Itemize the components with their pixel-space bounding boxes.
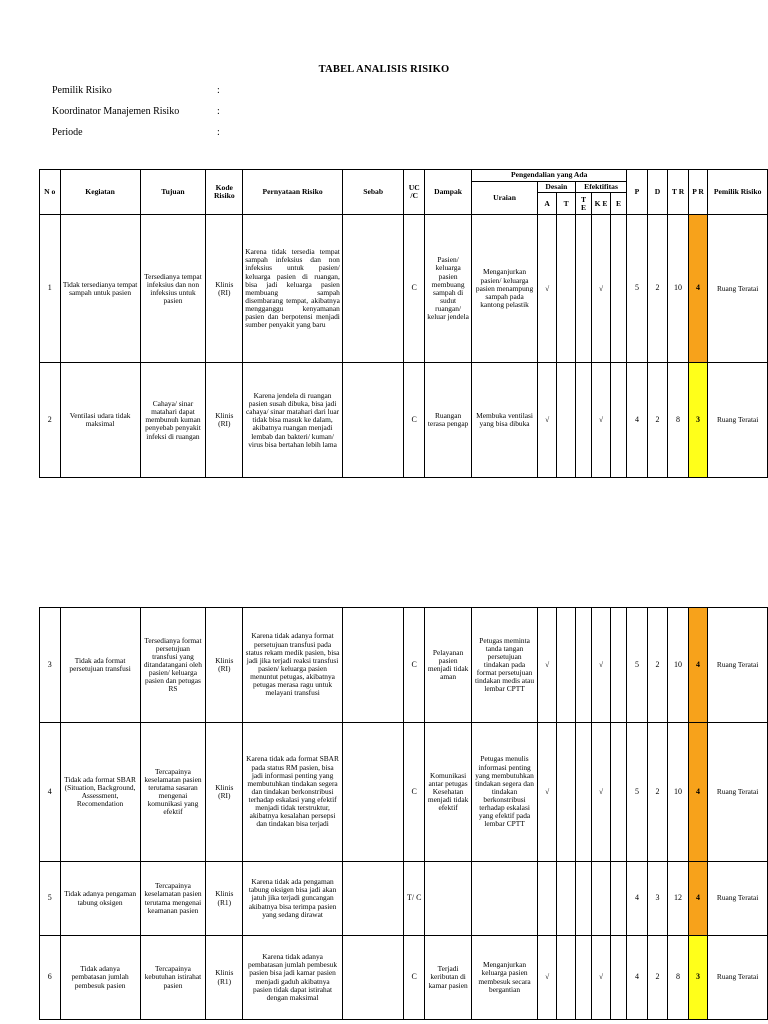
cell-dampak: Ruangan terasa pengap: [424, 363, 471, 478]
cell-t: [557, 862, 575, 936]
cell-a: √: [537, 723, 557, 862]
header-tr: T R: [668, 170, 689, 215]
cell-pr-badge: 4: [688, 215, 708, 363]
cell-tr: 12: [668, 862, 689, 936]
meta-label: Koordinator Manajemen Risiko: [52, 106, 180, 117]
cell-pernyataan: Karena tidak ada pengaman tabung oksigen bisa jadi akan jatuh jika terjadi guncangan akibatnya bisa terimpa pasien yang sedang dirawat: [243, 862, 343, 936]
cell-tr: 10: [668, 723, 689, 862]
header-t: T: [557, 193, 575, 215]
cell-no: 3: [40, 608, 61, 723]
cell-e: [610, 363, 626, 478]
cell-ke: [592, 862, 610, 936]
cell-p: 4: [627, 862, 648, 936]
cell-e: [610, 608, 626, 723]
cell-no: 5: [40, 862, 61, 936]
cell-uc: C: [404, 363, 425, 478]
cell-tr: 10: [668, 215, 689, 363]
cell-pemilik: Ruang Teratai: [708, 363, 768, 478]
cell-no: 6: [40, 936, 61, 1020]
risk-table-page-1: [39, 169, 768, 478]
document-title: TABEL ANALISIS RISIKO: [318, 64, 450, 75]
cell-a: √: [537, 363, 557, 478]
cell-e: [610, 723, 626, 862]
meta-row-period: [52, 127, 227, 148]
cell-sebab: [342, 363, 404, 478]
cell-ke: √: [592, 723, 610, 862]
header-pr: P R: [688, 170, 708, 215]
cell-pemilik: Ruang Teratai: [708, 723, 768, 862]
header-pernyataan: Pernyataan Risiko: [243, 170, 343, 215]
cell-pr-badge: 3: [688, 363, 708, 478]
cell-e: [610, 862, 626, 936]
cell-tujuan: Cahaya/ sinar matahari dapat membunuh kuman penyebab penyakit infeksi di ruangan: [140, 363, 206, 478]
cell-d: 2: [647, 723, 668, 862]
cell-sebab: [342, 608, 404, 723]
cell-kegiatan: Tidak ada format SBAR (Situation, Background, Assessment, Recomendation: [60, 723, 140, 862]
cell-uc: C: [404, 215, 425, 363]
cell-tujuan: Tercapainya kebutuhan istirahat pasien: [140, 936, 206, 1020]
cell-d: 2: [647, 215, 668, 363]
cell-ke: √: [592, 215, 610, 363]
cell-uraian: Menganjurkan keluarga pasien membesuk secara bergantian: [472, 936, 538, 1020]
header-dampak: Dampak: [424, 170, 471, 215]
table-row: [40, 862, 768, 936]
cell-dampak: Pelayanan pasien menjadi tidak aman: [424, 608, 471, 723]
cell-dampak: Terjadi keributan di kamar pasien: [424, 936, 471, 1020]
meta-label: Periode: [52, 127, 83, 138]
cell-ke: √: [592, 936, 610, 1020]
header-kegiatan: Kegiatan: [60, 170, 140, 215]
header-e: E: [610, 193, 626, 215]
meta-label: Pemilik Risiko: [52, 85, 112, 96]
cell-tr: 8: [668, 363, 689, 478]
cell-kode: Klinis (R1): [206, 936, 243, 1020]
cell-d: 2: [647, 363, 668, 478]
cell-p: 4: [627, 936, 648, 1020]
cell-p: 4: [627, 363, 648, 478]
risk-table-page-2: [39, 607, 768, 1020]
cell-sebab: [342, 936, 404, 1020]
cell-t: [557, 363, 575, 478]
table-row: [40, 723, 768, 862]
cell-no: 4: [40, 723, 61, 862]
cell-t: [557, 215, 575, 363]
cell-ke: √: [592, 363, 610, 478]
cell-te: [575, 215, 591, 363]
cell-p: 5: [627, 723, 648, 862]
cell-a: √: [537, 215, 557, 363]
header-uraian: Uraian: [472, 182, 538, 215]
table-row: [40, 215, 768, 363]
table-row: [40, 608, 768, 723]
header-kode: Kode Risiko: [206, 170, 243, 215]
cell-sebab: [342, 723, 404, 862]
cell-t: [557, 936, 575, 1020]
cell-pemilik: Ruang Teratai: [708, 215, 768, 363]
cell-dampak: [424, 862, 471, 936]
cell-no: 1: [40, 215, 61, 363]
cell-pr-badge: 4: [688, 723, 708, 862]
cell-te: [575, 723, 591, 862]
cell-pemilik: Ruang Teratai: [708, 608, 768, 723]
header-te: T E: [575, 193, 591, 215]
cell-t: [557, 608, 575, 723]
cell-a: √: [537, 936, 557, 1020]
cell-dampak: Pasien/ keluarga pasien membuang sampah di sudut ruangan/ keluar jendela: [424, 215, 471, 363]
cell-te: [575, 363, 591, 478]
meta-row-coordinator: [52, 106, 227, 127]
cell-p: 5: [627, 608, 648, 723]
table-row: [40, 936, 768, 1020]
cell-uc: C: [404, 936, 425, 1020]
cell-te: [575, 862, 591, 936]
cell-pemilik: Ruang Teratai: [708, 936, 768, 1020]
cell-uraian: [472, 862, 538, 936]
header-pengendalian: Pengendalian yang Ada: [472, 170, 627, 182]
header-sebab: Sebab: [342, 170, 404, 215]
header-pemilik: Pemilik Risiko: [708, 170, 768, 215]
cell-te: [575, 608, 591, 723]
cell-no: 2: [40, 363, 61, 478]
cell-tujuan: Tersedianya format persetujuan transfusi yang ditandatangani oleh pasien/ keluarga pasien dan petugas RS: [140, 608, 206, 723]
cell-tr: 8: [668, 936, 689, 1020]
header-tujuan: Tujuan: [140, 170, 206, 215]
cell-t: [557, 723, 575, 862]
cell-e: [610, 215, 626, 363]
header-no: N o: [40, 170, 61, 215]
cell-kegiatan: Ventilasi udara tidak maksimal: [60, 363, 140, 478]
header-d: D: [647, 170, 668, 215]
cell-uc: C: [404, 723, 425, 862]
cell-sebab: [342, 862, 404, 936]
cell-a: [537, 862, 557, 936]
meta-colon: :: [217, 106, 220, 117]
cell-p: 5: [627, 215, 648, 363]
cell-pr-badge: 4: [688, 862, 708, 936]
cell-a: √: [537, 608, 557, 723]
header-desain: Desain: [537, 182, 575, 193]
cell-d: 2: [647, 936, 668, 1020]
cell-d: 3: [647, 862, 668, 936]
risk-meta-block: [52, 85, 227, 148]
cell-kode: Klinis (RI): [206, 723, 243, 862]
cell-kode: Klinis (RI): [206, 363, 243, 478]
meta-colon: :: [217, 127, 220, 138]
cell-pr-badge: 3: [688, 936, 708, 1020]
cell-pernyataan: Karena tidak tersedia tempat sampah infeksius dan non infeksius untuk pasien/ keluarga pasien di ruangan, bisa jadi keluarga pasien membuang sampah disembarang tempat, akibatnya mengganggu kenyamanan pasien dan berpotensi menjadi sumber penyakit yang baru: [243, 215, 343, 363]
cell-pernyataan: Karena tidak adanya format persetujuan transfusi pada status rekam medik pasien, bisa jadi jika terjadi reaksi transfusi pasien/ keluarga pasien menuntut petugas, akibatnya petugas merasa ragu untuk melayani transfusi: [243, 608, 343, 723]
cell-tr: 10: [668, 608, 689, 723]
meta-colon: :: [217, 85, 220, 96]
cell-pernyataan: Karena tidak adanya pembatasan jumlah pembesuk pasien bisa jadi kamar pasien menjadi gaduh akibatnya pasien tidak dapat istirahat dengan maksimal: [243, 936, 343, 1020]
cell-ke: √: [592, 608, 610, 723]
table-row: [40, 363, 768, 478]
header-ke: K E: [592, 193, 610, 215]
header-p: P: [627, 170, 648, 215]
cell-kode: Klinis (R1): [206, 862, 243, 936]
cell-pr-badge: 4: [688, 608, 708, 723]
cell-uraian: Membuka ventilasi yang bisa dibuka: [472, 363, 538, 478]
cell-e: [610, 936, 626, 1020]
cell-tujuan: Tersedianya tempat infeksius dan non infeksius untuk pasien: [140, 215, 206, 363]
cell-d: 2: [647, 608, 668, 723]
cell-uc: T/ C: [404, 862, 425, 936]
cell-uraian: Petugas menulis informasi penting yang membutuhkan tindakan segera dan tindakan berkonstribusi terhadap eskalasi yang efektif pada lembar CPTT: [472, 723, 538, 862]
cell-te: [575, 936, 591, 1020]
meta-row-owner: [52, 85, 227, 106]
cell-kode: Klinis (RI): [206, 215, 243, 363]
cell-kegiatan: Tidak ada format persetujuan transfusi: [60, 608, 140, 723]
cell-pernyataan: Karena tidak ada format SBAR pada status RM pasien, bisa jadi informasi penting yang membutuhkan tindakan segera dan tindakan berkonstribusi terhadap eskalasi yang efektif menjadi tidak terstruktur, akibatnya kesalahan persepsi dan tindakan bisa terjadi: [243, 723, 343, 862]
header-uc: UC /C: [404, 170, 425, 215]
cell-sebab: [342, 215, 404, 363]
cell-uc: C: [404, 608, 425, 723]
cell-kegiatan: Tidak adanya pembatasan jumlah pembesuk pasien: [60, 936, 140, 1020]
cell-pernyataan: Karena jendela di ruangan pasien susah dibuka, bisa jadi cahaya/ sinar matahari dari luar tidak bisa masuk ke dalam, akibatnya ruangan menjadi lembab dan bakteri/ kuman/ virus bisa bertahan lebih lama: [243, 363, 343, 478]
cell-tujuan: Tercapainya keselamatan pasien terutama mengenai keamanan pasien: [140, 862, 206, 936]
cell-kegiatan: Tidak adanya pengaman tabung oksigen: [60, 862, 140, 936]
cell-kegiatan: Tidak tersedianya tempat sampah untuk pasien: [60, 215, 140, 363]
cell-tujuan: Tercapainya keselamatan pasien terutama sasaran mengenai komunikasi yang efektif: [140, 723, 206, 862]
header-efektifitas: Efektifitas: [575, 182, 626, 193]
cell-uraian: Menganjurkan pasien/ keluarga pasien menampung sampah pada kantong pelastik: [472, 215, 538, 363]
cell-pemilik: Ruang Teratai: [708, 862, 768, 936]
cell-uraian: Petugas meminta tanda tangan persetujuan tindakan pada format persetujuan tindakan medis atau lembar CPTT: [472, 608, 538, 723]
cell-kode: Klinis (RI): [206, 608, 243, 723]
cell-dampak: Komunikasi antar petugas Kesehatan menjadi tidak efektif: [424, 723, 471, 862]
header-a: A: [537, 193, 557, 215]
